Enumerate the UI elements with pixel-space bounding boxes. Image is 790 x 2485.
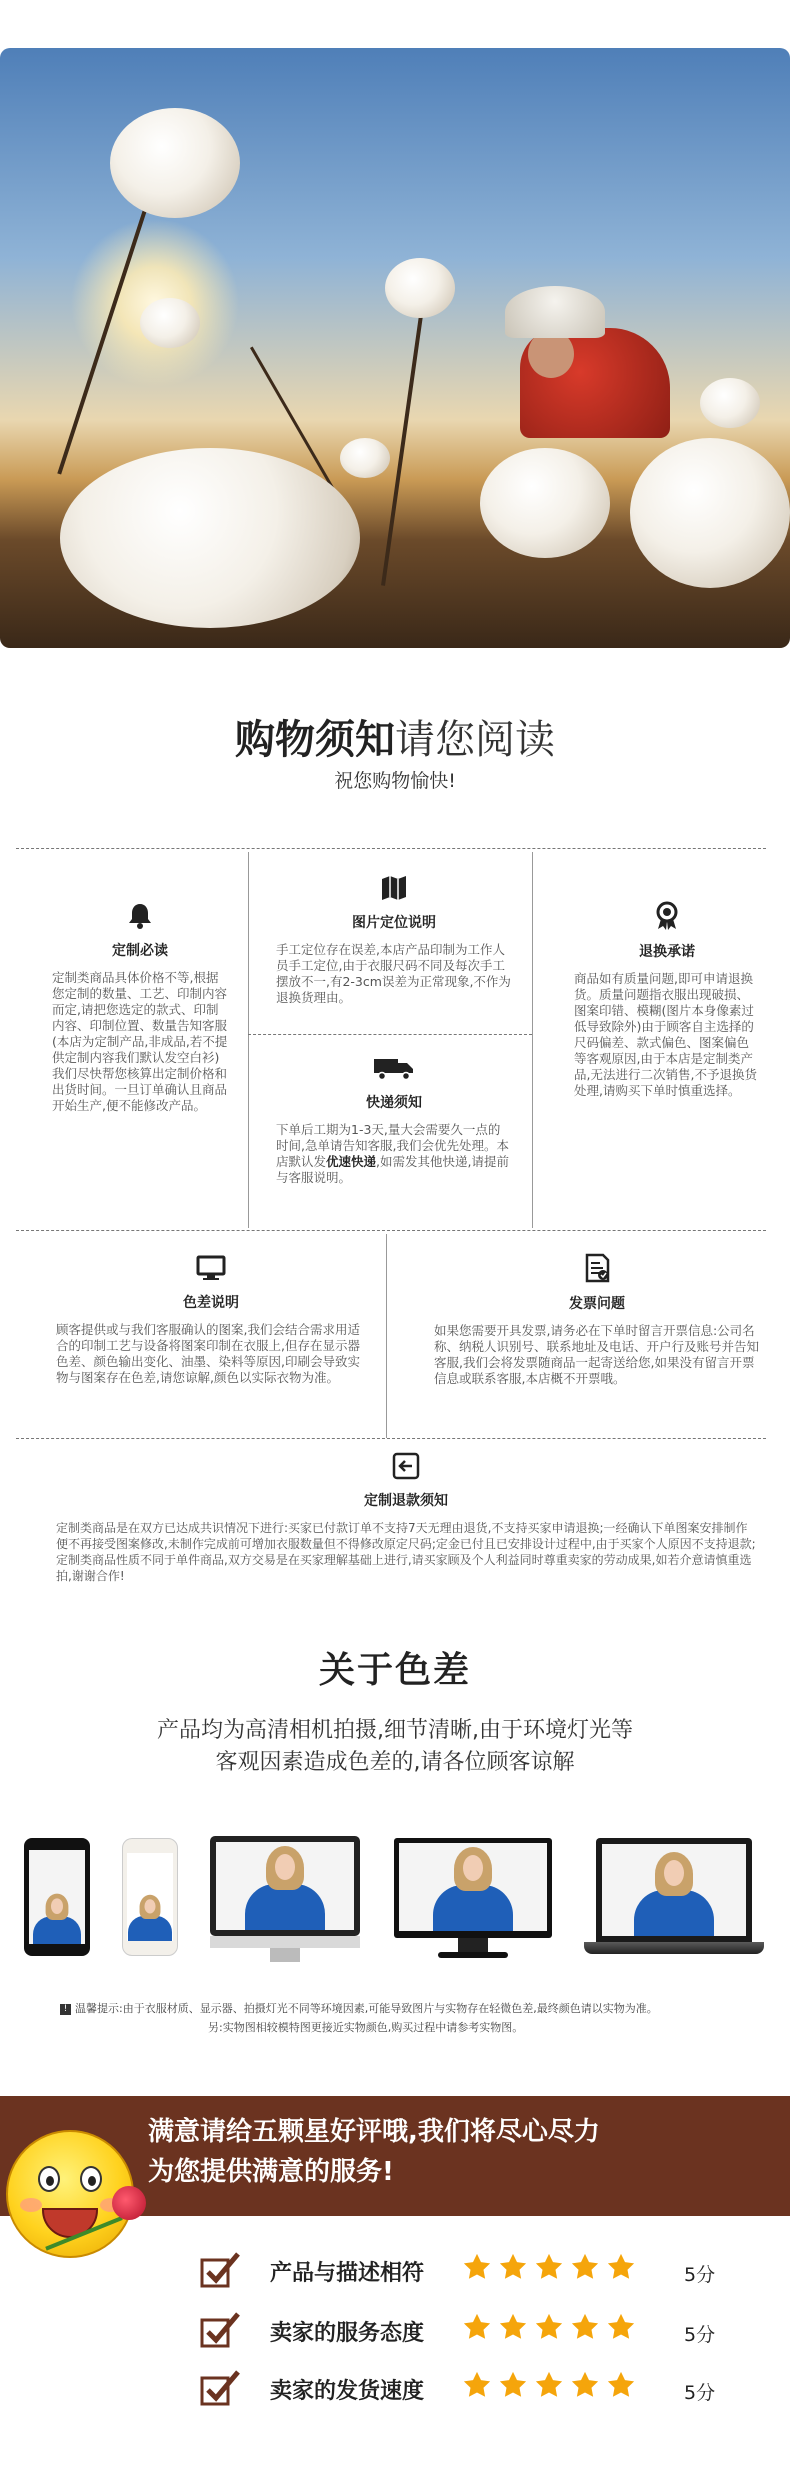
star-icon (498, 2312, 528, 2342)
section-text: 如果您需要开具发票,请务必在下单时留言开票信息:公司名称、纳税人识别号、联系地址及电话、开户行及账号并告知客服,我们会将发票随商品一起寄送给您,如果没有留言开票信息或联系客服,本店概不开票哦。 (434, 1322, 760, 1386)
device-screen (127, 1853, 173, 1941)
model-photo (245, 1846, 325, 1930)
notice-subtitle: 祝您购物愉快! (334, 770, 456, 792)
star-icon (570, 2312, 600, 2342)
return-arrow-icon (56, 1450, 756, 1480)
cotton-boll (385, 258, 455, 318)
banner-line1: 满意请给五颗星好评哦,我们将尽心尽力 (148, 2117, 600, 2147)
cotton-boll (140, 298, 200, 348)
shipping-text-b: ,如需发其他快递,请提前与客服说明。 (276, 1154, 509, 1185)
monitor-icon (56, 1252, 366, 1282)
notice-title (0, 708, 790, 765)
laptop-base (584, 1942, 764, 1954)
section-title: 快递须知 (366, 1095, 422, 1111)
divider (16, 1438, 766, 1439)
model-photo (634, 1852, 714, 1936)
star-icon (606, 2252, 636, 2282)
divider (532, 852, 533, 1228)
divider (386, 1234, 387, 1438)
shipping-text-a: 下单后工期为1-3天,量大会需要久一点的时间,急单请告知客服,我们会优先处理。本店默认发 (276, 1122, 509, 1169)
section-title: 发票问题 (569, 1295, 625, 1312)
device-laptop (584, 1838, 764, 1962)
cotton-boll (340, 438, 390, 478)
star-icon (606, 2312, 636, 2342)
color-diff-line2: 客观因素造成色差的,请各位顾客谅解 (215, 1750, 575, 1775)
monitor-chin (210, 1936, 360, 1948)
checkbox-checked-icon (200, 2312, 242, 2352)
checkbox-checked-icon (200, 2370, 242, 2410)
star-rating (462, 2312, 642, 2346)
section-text: 定制类商品具体价格不等,根据您定制的数量、工艺、印制内容而定,请把您选定的款式、印制内容、印制位置、数量告知客服(本店为定制产品,非成品,若不提供定制内容我们默认发空白衫)我们尽快帮您核算出定制价格和出货时间。一旦订单确认且商品开始生产,便不能修改产品。 (52, 970, 228, 1113)
notice-title-bold: 购物须知 (235, 717, 395, 763)
bell-icon (52, 900, 228, 930)
device-screen (29, 1850, 85, 1944)
color-diff-tip (60, 2000, 760, 2016)
section-color-note (56, 1252, 366, 1386)
star-icon (606, 2370, 636, 2400)
map-icon (276, 872, 512, 902)
star-icon (570, 2252, 600, 2282)
cotton-boll (630, 438, 790, 588)
rating-score: 5分 (684, 2264, 716, 2286)
section-text: 商品如有质量问题,即可申请退换货。质量问题指衣服出现破损、图案印错、模糊(图片本身像素过低导致除外)由于顾客自主选择的尺码偏差、款式偏色、图案偏色等客观原因,由于本店是定制类产品,无法进行二次销售,不予退换货处理,请购买下单时慎重选择。 (574, 970, 757, 1098)
hero-section (0, 0, 790, 678)
section-title: 色差说明 (183, 1295, 239, 1311)
tip-text: 温馨提示:由于衣服材质、显示器、拍摄灯光不同等环境因素,可能导致图片与实物存在轻微色差,最终颜色请以实物为准。 (75, 2002, 658, 2015)
checkbox-checked-icon (200, 2252, 242, 2292)
shipping-courier: 优速快递 (326, 1154, 377, 1169)
star-icon (462, 2312, 492, 2342)
section-invoice (434, 1252, 760, 1387)
star-icon (534, 2312, 564, 2342)
section-title: 退换承诺 (639, 943, 695, 960)
star-icon (570, 2370, 600, 2400)
device-screen (602, 1844, 746, 1936)
rating-label: 产品与描述相符 (270, 2261, 425, 2286)
cotton-field-photo (0, 48, 790, 648)
star-icon (534, 2252, 564, 2282)
section-text (276, 1122, 512, 1186)
divider (248, 1034, 532, 1035)
color-diff-tip-extra: 另:实物图相较模特图更接近实物颜色,购买过程中请参考实物图。 (208, 2021, 524, 2034)
section-text: 手工定位存在误差,本店产品印制为工作人员手工定位,由于衣服尺码不同及每次手工摆放不一,有2-3cm误差为正常现象,不作为退换货理由。 (276, 942, 511, 1005)
cotton-boll (480, 448, 610, 558)
star-rating (462, 2252, 642, 2286)
model-photo (433, 1847, 513, 1931)
cotton-boll (700, 378, 760, 428)
section-custom-required (52, 900, 228, 1114)
star-icon (498, 2252, 528, 2282)
section-shipping (276, 1052, 512, 1186)
section-title: 定制必读 (112, 943, 168, 959)
smiley-mouth (42, 2208, 98, 2238)
section-text: 定制类商品是在双方已达成共识情况下进行:买家已付款订单不支持7天无理由退货,不支持买家申请退换;一经确认下单图案安排制作便不再接受图案修改,未制作完成前可增加衣服数量但不得修改原定尺码;定金已付且已安排设计过程中,由于买家个人原因不支持退款;定制类商品性质不同于单件商品,双方交易是在买家理解基础上进行,请买家顾及个人利益同时尊重卖家的劳动成果,如若介意请慎重选拍,谢谢合作! (56, 1521, 756, 1583)
divider (16, 848, 766, 849)
cotton-stem (381, 308, 424, 586)
smiley-cheek (20, 2198, 42, 2212)
model-photo (128, 1895, 172, 1941)
model-photo (33, 1894, 81, 1944)
cotton-boll (60, 448, 360, 628)
section-title: 定制退款须知 (364, 1493, 448, 1509)
smiley-eye (80, 2166, 102, 2192)
worker-hat (505, 286, 605, 338)
section-image-position (276, 872, 512, 1006)
banner-line2: 为您提供满意的服务! (148, 2157, 394, 2187)
rating-row (200, 2250, 760, 2290)
color-diff-title: 关于色差 (318, 1650, 471, 1691)
rose-icon (112, 2186, 146, 2220)
star-icon (534, 2370, 564, 2400)
section-text: 顾客提供或与我们客服确认的图案,我们会结合需求用适合的印制工艺与设备将图案印制在衣服上,但存在显示器色差、颜色输出变化、油墨、染料等原因,印刷会导致实物与图案存在色差,请您谅解,颜色以实际衣物为准。 (56, 1322, 360, 1385)
monitor-stand (270, 1948, 300, 1962)
device-imac (210, 1836, 360, 1966)
rating-label: 卖家的服务态度 (270, 2321, 425, 2346)
star-icon (462, 2370, 492, 2400)
rating-label: 卖家的发货速度 (270, 2379, 425, 2404)
info-icon: ! (60, 2004, 71, 2015)
banner-text (148, 2112, 788, 2192)
rating-score: 5分 (684, 2382, 716, 2404)
rating-score: 5分 (684, 2324, 716, 2346)
rating-row (200, 2310, 760, 2350)
notice-title-rest: 请您阅读 (395, 717, 555, 763)
monitor-base (438, 1952, 508, 1958)
device-phone-light (122, 1838, 178, 1956)
device-monitor (394, 1838, 552, 1966)
device-screen (216, 1842, 354, 1930)
device-phone-dark (24, 1838, 90, 1956)
color-diff-desc (0, 1715, 790, 1779)
device-screen (399, 1843, 547, 1931)
truck-icon (276, 1052, 512, 1082)
rating-row (200, 2368, 760, 2408)
divider (248, 852, 249, 1228)
star-icon (462, 2252, 492, 2282)
star-icon (498, 2370, 528, 2400)
section-title: 图片定位说明 (352, 915, 436, 931)
color-diff-line1: 产品均为高清相机拍摄,细节清晰,由于环境灯光等 (157, 1718, 633, 1743)
invoice-icon (434, 1252, 760, 1283)
divider (16, 1230, 766, 1231)
star-rating (462, 2370, 642, 2404)
award-icon (574, 900, 760, 931)
section-refund (56, 1450, 756, 1584)
section-return (574, 900, 760, 1099)
smiley-eye (38, 2166, 60, 2192)
cotton-boll (110, 108, 240, 218)
